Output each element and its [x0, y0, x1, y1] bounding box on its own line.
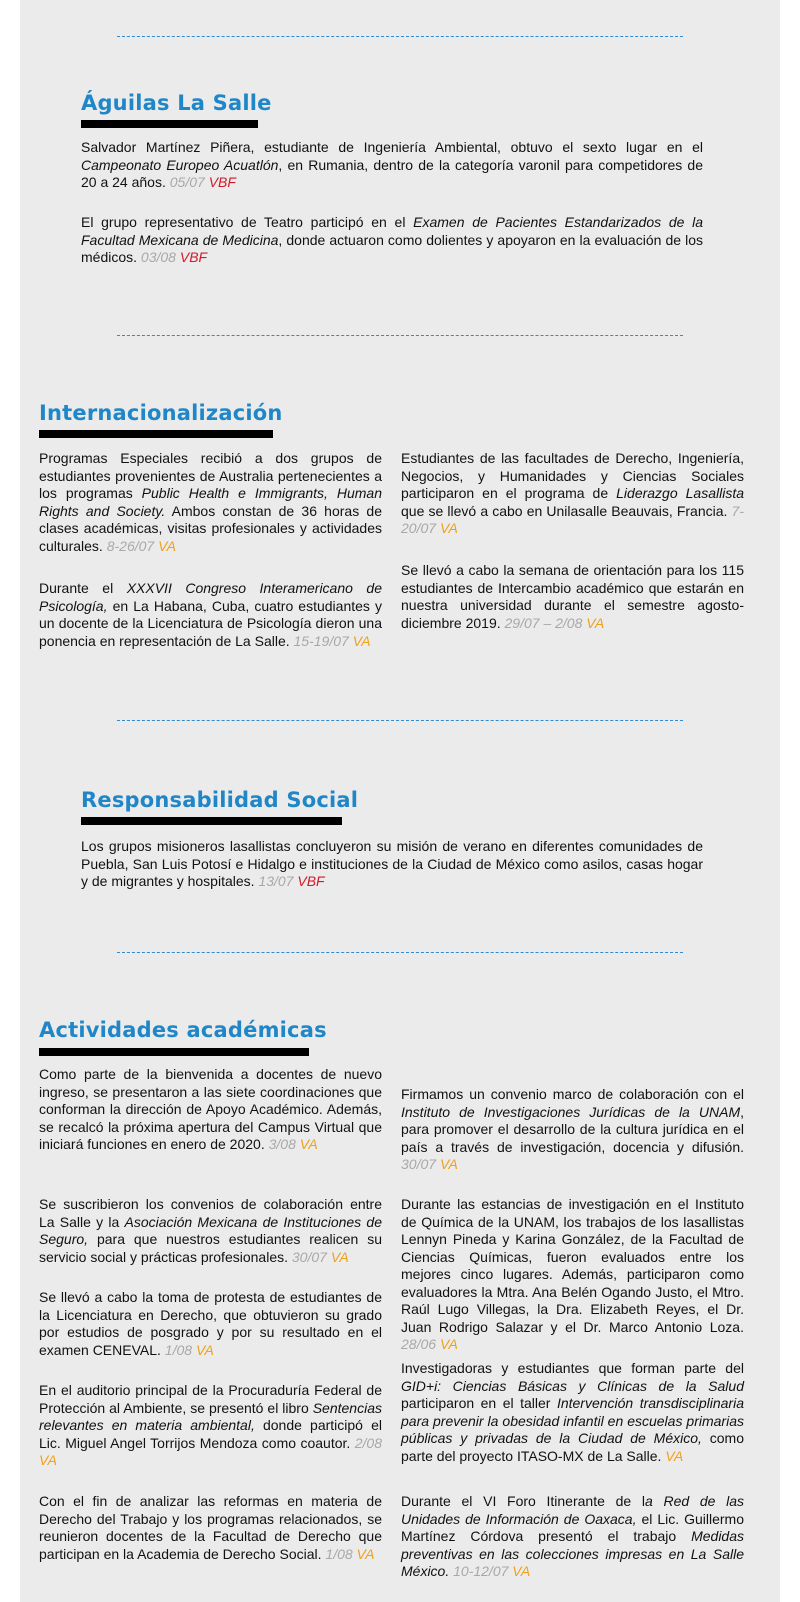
item-date: 8-26/07 [106, 537, 155, 554]
news-item-aguilas-2: El grupo representativo de Teatro participó en el Examen de Pacientes Estandarizados de la Facultad Mexicana de Medicina, donde actuaron como dolientes y apoyaron en la evaluación de los médicos. 03/08 VBF [81, 214, 703, 265]
item-code: VA [158, 537, 176, 554]
news-item-academicas-l2: Se suscribieron los convenios de colaboración entre La Salle y la Asociación Mexicana de Instituciones de Seguro, para que nuestros estudiantes realicen su servicio social y prácticas profesionales. 30/07 VA [39, 1196, 382, 1265]
news-item-academicas-r3: Investigadoras y estudiantes que forman parte del GID+i: Ciencias Básicas y Clínicas de la Salud participaron en el taller Intervención transdisciplinaria para prevenir la obesidad infantil en escuelas primarias públicas y privadas de la Ciudad de México, como parte del proyecto ITASO-MX de La Salle. VA [401, 1360, 744, 1464]
item-code: VA [299, 1136, 318, 1152]
item-date: 13/07 [258, 873, 294, 889]
item-code: VA [352, 632, 371, 649]
item-date: 1/08 [164, 1341, 193, 1358]
item-date: 7-20/07 [401, 502, 744, 536]
item-code: VBF [208, 174, 236, 190]
item-code: VA [665, 1447, 684, 1464]
news-item-responsabilidad-1: Los grupos misioneros lasallistas concluyeron su misión de verano en diferentes comunidades de Puebla, San Luis Potosí e Hidalgo e instituciones de la Ciudad de México como asilos, casas hogar y de migrantes y hospitales. 13/07 VBF [81, 838, 703, 889]
item-code: VBF [297, 873, 325, 889]
news-item-academicas-r4: Durante el VI Foro Itinerante de la Red de las Unidades de Información de Oaxaca, el Lic. Guillermo Martínez Córdova presentó el trabajo Medidas preventivas en las colecciones impresas en La Salle México. 10-12/07 VA [401, 1493, 745, 1579]
item-code: VA [439, 1336, 458, 1352]
item-date: 10-12/07 [453, 1563, 509, 1579]
section-separator [117, 36, 683, 37]
news-item-aguilas-1: Salvador Martínez Piñera, estudiante de Ingeniería Ambiental, obtuvo el sexto lugar en el Campeonato Europeo Acuatlón, en Rumania, dentro de la categoría varonil para competidores de 20 a 24 años. 05/07 VBF [81, 139, 703, 190]
section-title-responsabilidad: Responsabilidad Social [81, 788, 359, 812]
newsletter-page [20, 0, 780, 1602]
news-item-academicas-l5: Con el fin de analizar las reformas en materia de Derecho del Trabajo y los programas relacionados, se reunieron docentes de la Facultad de Derecho que participan en la Academia de Derecho Social. 1/08 VA [39, 1493, 382, 1562]
news-item-academicas-r1: Firmamos un convenio marco de colaboración con el Instituto de Investigaciones Jurídicas de la UNAM, para promover el desarrollo de la cultura jurídica en el país a través de investigación, docencia y difusión. 30/07 VA [401, 1086, 744, 1172]
item-date: 30/07 [401, 1156, 437, 1172]
section-separator [117, 952, 683, 953]
section-title-aguilas: Águilas La Salle [81, 91, 272, 115]
item-date: 28/06 [401, 1336, 437, 1352]
item-code: VA [356, 1545, 375, 1562]
news-item-internacional-4: Se llevó a cabo la semana de orientación para los 115 estudiantes de Intercambio académico que estarán en nuestra universidad durante el semestre agosto-diciembre 2019. 29/07 – 2/08 VA [401, 562, 744, 631]
section-separator [117, 335, 683, 336]
title-underline [81, 120, 258, 128]
item-date: 3/08 [268, 1136, 296, 1152]
item-code: VA [512, 1563, 531, 1579]
item-code: VA [439, 1156, 458, 1172]
section-title-internacionalizacion: Internacionalización [39, 401, 283, 425]
item-date: 30/07 [291, 1248, 327, 1265]
news-item-academicas-r2: Durante las estancias de investigación en el Instituto de Química de la UNAM, los trabajos de los lasallistas Lennyn Pineda y Karina González, de la Facultad de Ciencias Químicas, fueron evaluados entre los mejores cinco lugares. Además, participaron como evaluadores la Mtra. Ana Belén Ogando Justo, el Mtro. Raúl Lugo Villegas, la Dra. Elizabeth Reyes, el Dr. Juan Rodrigo Salazar y el Dr. Marco Antonio Loza. 28/06 VA [401, 1196, 744, 1352]
item-code: VA [195, 1341, 214, 1358]
item-date: 05/07 [169, 174, 205, 190]
item-date: 1/08 [325, 1545, 353, 1562]
news-item-internacional-2: Durante el XXXVII Congreso Interamericano de Psicología, en La Habana, Cuba, cuatro estudiantes y un docente de la Licenciatura de Psicología dieron una ponencia en representación de La Salle. 15-19/07 VA [39, 580, 382, 649]
title-underline [39, 430, 273, 438]
item-code: VA [39, 1452, 57, 1468]
news-item-internacional-3: Estudiantes de las facultades de Derecho, Ingeniería, Negocios, y Humanidades y Ciencias Sociales participaron en el programa de Liderazgo Lasallista que se llevó a cabo en Unilasalle Beauvais, Francia. 7-20/07 VA [401, 450, 744, 536]
title-underline [81, 817, 342, 825]
news-item-academicas-l3: Se llevó a cabo la toma de protesta de estudiantes de la Licenciatura en Derecho, que obtuvieron su grado por estudios de posgrado y por su resultado en el examen CENEVAL. 1/08 VA [39, 1289, 382, 1358]
item-date: 2/08 [354, 1434, 382, 1451]
news-item-academicas-l4: En el auditorio principal de la Procuraduría Federal de Protección al Ambiente, se presentó el libro Sentencias relevantes en materia ambiental, donde participó el Lic. Miguel Angel Torrijos Mendoza como coautor. 2/08 VA [39, 1382, 382, 1468]
item-date: 15-19/07 [293, 632, 349, 649]
item-date: 03/08 [140, 249, 176, 265]
section-title-academicas: Actividades académicas [39, 1018, 327, 1042]
news-item-internacional-1: Programas Especiales recibió a dos grupos de estudiantes provenientes de Australia pertenecientes a los programas Public Health e Immigrants, Human Rights and Society. Ambos constan de 36 horas de clases académicas, visitas profesionales y actividades culturales. 8-26/07 VA [39, 450, 383, 554]
section-separator [117, 720, 683, 721]
news-item-academicas-l1: Como parte de la bienvenida a docentes de nuevo ingreso, se presentaron a las siete coordinaciones que conforman la dirección de Apoyo Académico. Además, se recalcó la próxima apertura del Campus Virtual que iniciará funciones en enero de 2020. 3/08 VA [39, 1066, 382, 1152]
item-code: VA [330, 1248, 349, 1265]
item-date: 29/07 – 2/08 [504, 614, 583, 631]
item-code: VA [439, 520, 458, 536]
title-underline [39, 1048, 309, 1056]
item-code: VA [586, 614, 605, 631]
item-code: VBF [179, 249, 208, 265]
